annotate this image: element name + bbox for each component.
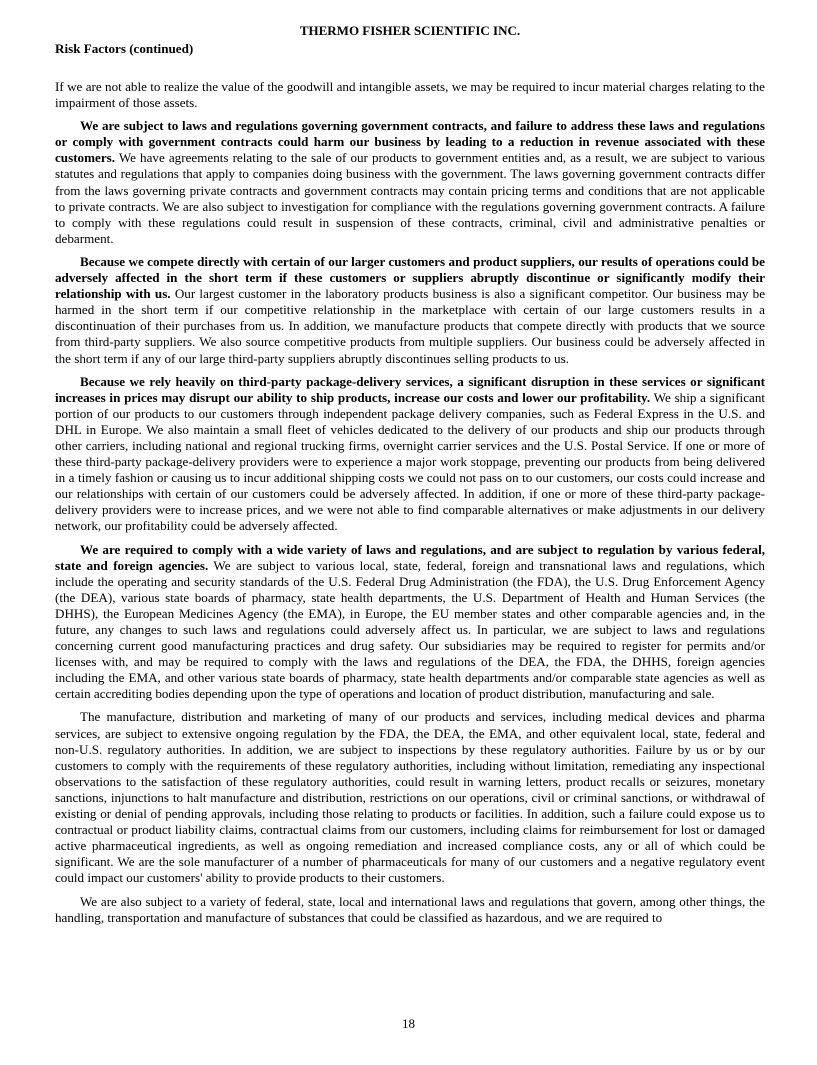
paragraph-text: We are also subject to a variety of federal, state, local and international laws and regulations that govern, among other things, the handling, transportation and manufacture of substances that could be classified as hazardous, and we are required to [55, 893, 765, 925]
paragraph-text: If we are not able to realize the value of the goodwill and intangible assets, we may be required to incur material charges relating to the impairment of those assets. [55, 79, 765, 111]
paragraph-text: Our largest customer in the laboratory products business is also a significant competitor. Our business may be harmed in the short term if our competitive relationship in the marketplace with certain of our large customers results in a discontinuation of their purchases from us. In addition, we manufacture products that compete directly with products that we source from third-party suppliers. We also source competitive products from multiple suppliers. Our business could be adversely affected in the short term if any of our large third-party suppliers abruptly discontinues selling products to us. [55, 286, 765, 366]
section-title: Risk Factors (continued) [55, 41, 194, 56]
paragraph-goodwill-impairment [55, 79, 765, 111]
paragraph-customer-competition [55, 254, 765, 367]
document-page [55, 22, 765, 933]
page-number: 18 [402, 1016, 415, 1031]
risk-heading: We are required to comply with a wide variety of laws and regulations, and are subject to regulation by various federal, state and foreign agencies. [55, 541, 765, 573]
risk-heading: Because we compete directly with certain of our larger customers and product suppliers, our results of operations could be adversely affected in the short term if these customers or suppliers abruptly discontinue or significantly modify their relationship with us. [55, 253, 765, 302]
spacer [55, 58, 765, 79]
paragraph-hazardous-substances [55, 894, 765, 926]
paragraph-package-delivery [55, 374, 765, 535]
paragraph-manufacture-regulation [55, 709, 765, 886]
paragraph-text: We are subject to various local, state, federal, foreign and transnational laws and regulations, which include the operating and security standards of the U.S. Federal Drug Administration (the FDA), the U.S. Drug Enforcement Agency (the DEA), various state boards of pharmacy, state health departments, the U.S. Department of Health and Human Services (the DHHS), the European Medicines Agency (the EMA), in Europe, the EU member states and other comparable agencies and, in the future, any changes to such laws and regulations could adversely affect us. In particular, we are subject to laws and regulations concerning current good manufacturing practices and drug safety. Our subsidiaries may be required to register for permits and/or licenses with, and may be required to comply with the laws and regulations of the DEA, the FDA, the DHHS, foreign agencies including the EMA, and other various state boards of pharmacy, state health departments and/or comparable state agencies as well as certain accrediting bodies depending upon the type of operations and location of product distribution, manufacturing and sale. [55, 557, 765, 702]
paragraph-text: We have agreements relating to the sale of our products to government entities and, as a result, we are subject to various statutes and regulations that apply to companies doing business with the government. The laws governing government contracts differ from the laws governing private contracts and government contracts may contain pricing terms and conditions that are not applicable to private contracts. We are also subject to investigation for compliance with the regulations governing government contracts. A failure to comply with these regulations could result in suspension of these contracts, criminal, civil and administrative penalties or debarment. [55, 150, 765, 246]
paragraph-text: The manufacture, distribution and marketing of many of our products and services, including medical devices and pharma services, are subject to extensive ongoing regulation by the FDA, the DEA, the EMA, and other equivalent local, state, federal and non-U.S. regulatory authorities. In addition, we are subject to inspections by these regulatory authorities. Failure by us or by our customers to comply with the requirements of these regulatory authorities, including without limitation, remediating any inspectional observations to the satisfaction of these regulatory authorities, could result in warning letters, product recalls or seizures, monetary sanctions, injunctions to halt manufacture and distribution, restrictions on our operations, civil or criminal sanctions, or withdrawal of existing or denial of pending approvals, including those relating to products or facilities. In addition, such a failure could expose us to contractual or product liability claims, contractual claims from our customers, including claims for reimbursement for lost or damaged active pharmaceutical ingredients, as well as ongoing remediation and increased compliance costs, any or all of which could be significant. We are the sole manufacturer of a number of pharmaceuticals for many of our customers and a negative regulatory event could impact our customers' ability to provide products to their customers. [55, 709, 765, 886]
paragraph-text: We ship a significant portion of our products to our customers through independent package delivery companies, such as Federal Express in the U.S. and DHL in Europe. We also maintain a small fleet of vehicles dedicated to the delivery of our products and ship our products through other carriers, including national and regional trucking firms, overnight carrier services and the U.S. Postal Service. If one or more of these third-party package-delivery providers were to experience a major work stoppage, preventing our products from being delivered in a timely fashion or causing us to incur additional shipping costs we could not pass on to our customers, our costs could increase and our relationships with certain of our customers could be adversely affected. In addition, if one or more of these third-party package-delivery providers were to increase prices, and we were not able to find comparable alternatives or make adjustments in our delivery network, our profitability could be adversely affected. [55, 389, 766, 534]
risk-heading: Because we rely heavily on third-party package-delivery services, a significant disruption in these services or significant increases in prices may disrupt our ability to ship products, increase our costs and lower our profitability. [55, 373, 765, 405]
company-name: THERMO FISHER SCIENTIFIC INC. [299, 23, 521, 38]
paragraph-laws-regulations [55, 542, 765, 703]
paragraph-government-contracts [55, 118, 765, 247]
risk-heading: We are subject to laws and regulations governing government contracts, and failure to address these laws and regulations or comply with government contracts could harm our business by leading to a reduction in revenue associated with these customers. [55, 118, 765, 166]
